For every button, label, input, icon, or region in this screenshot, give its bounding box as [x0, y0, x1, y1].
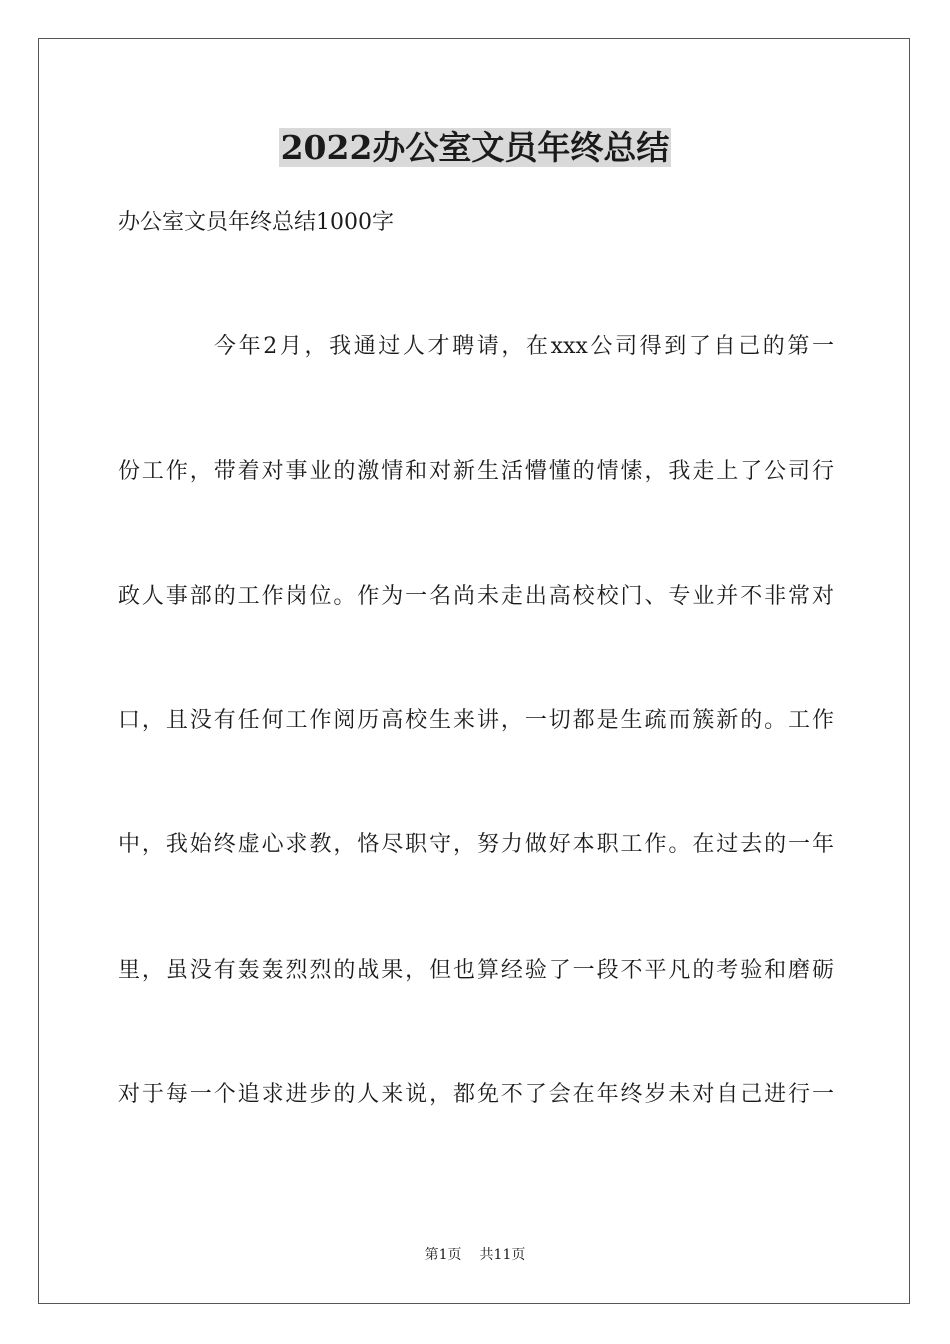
body-line-4: 口，且没有任何工作阅历高校生来讲，一切都是生疏而簇新的。工作	[118, 708, 834, 733]
document-title: 2022办公室文员年终总结	[280, 128, 670, 167]
body-line-3: 政人事部的工作岗位。作为一名尚未走出高校校门、专业并不非常对	[118, 584, 834, 609]
body-line-6: 里，虽没有轰轰烈烈的战果，但也算经验了一段不平凡的考验和磨砺	[118, 958, 834, 983]
body-line-2: 份工作，带着对事业的激情和对新生活懵懂的情愫，我走上了公司行	[118, 459, 834, 484]
page-footer	[0, 1245, 950, 1265]
body-line-5: 中，我始终虚心求教，恪尽职守，努力做好本职工作。在过去的一年	[118, 832, 834, 857]
body-line-1: 今年2月，我通过人才聘请，在xxx公司得到了自己的第一	[214, 334, 834, 359]
page-number: 第1页	[424, 1247, 462, 1263]
page-total: 共11页	[479, 1247, 526, 1263]
body-line-7: 对于每一个追求进步的人来说，都免不了会在年终岁未对自己进行一	[118, 1082, 834, 1107]
document-subtitle: 办公室文员年终总结1000字	[118, 210, 394, 235]
